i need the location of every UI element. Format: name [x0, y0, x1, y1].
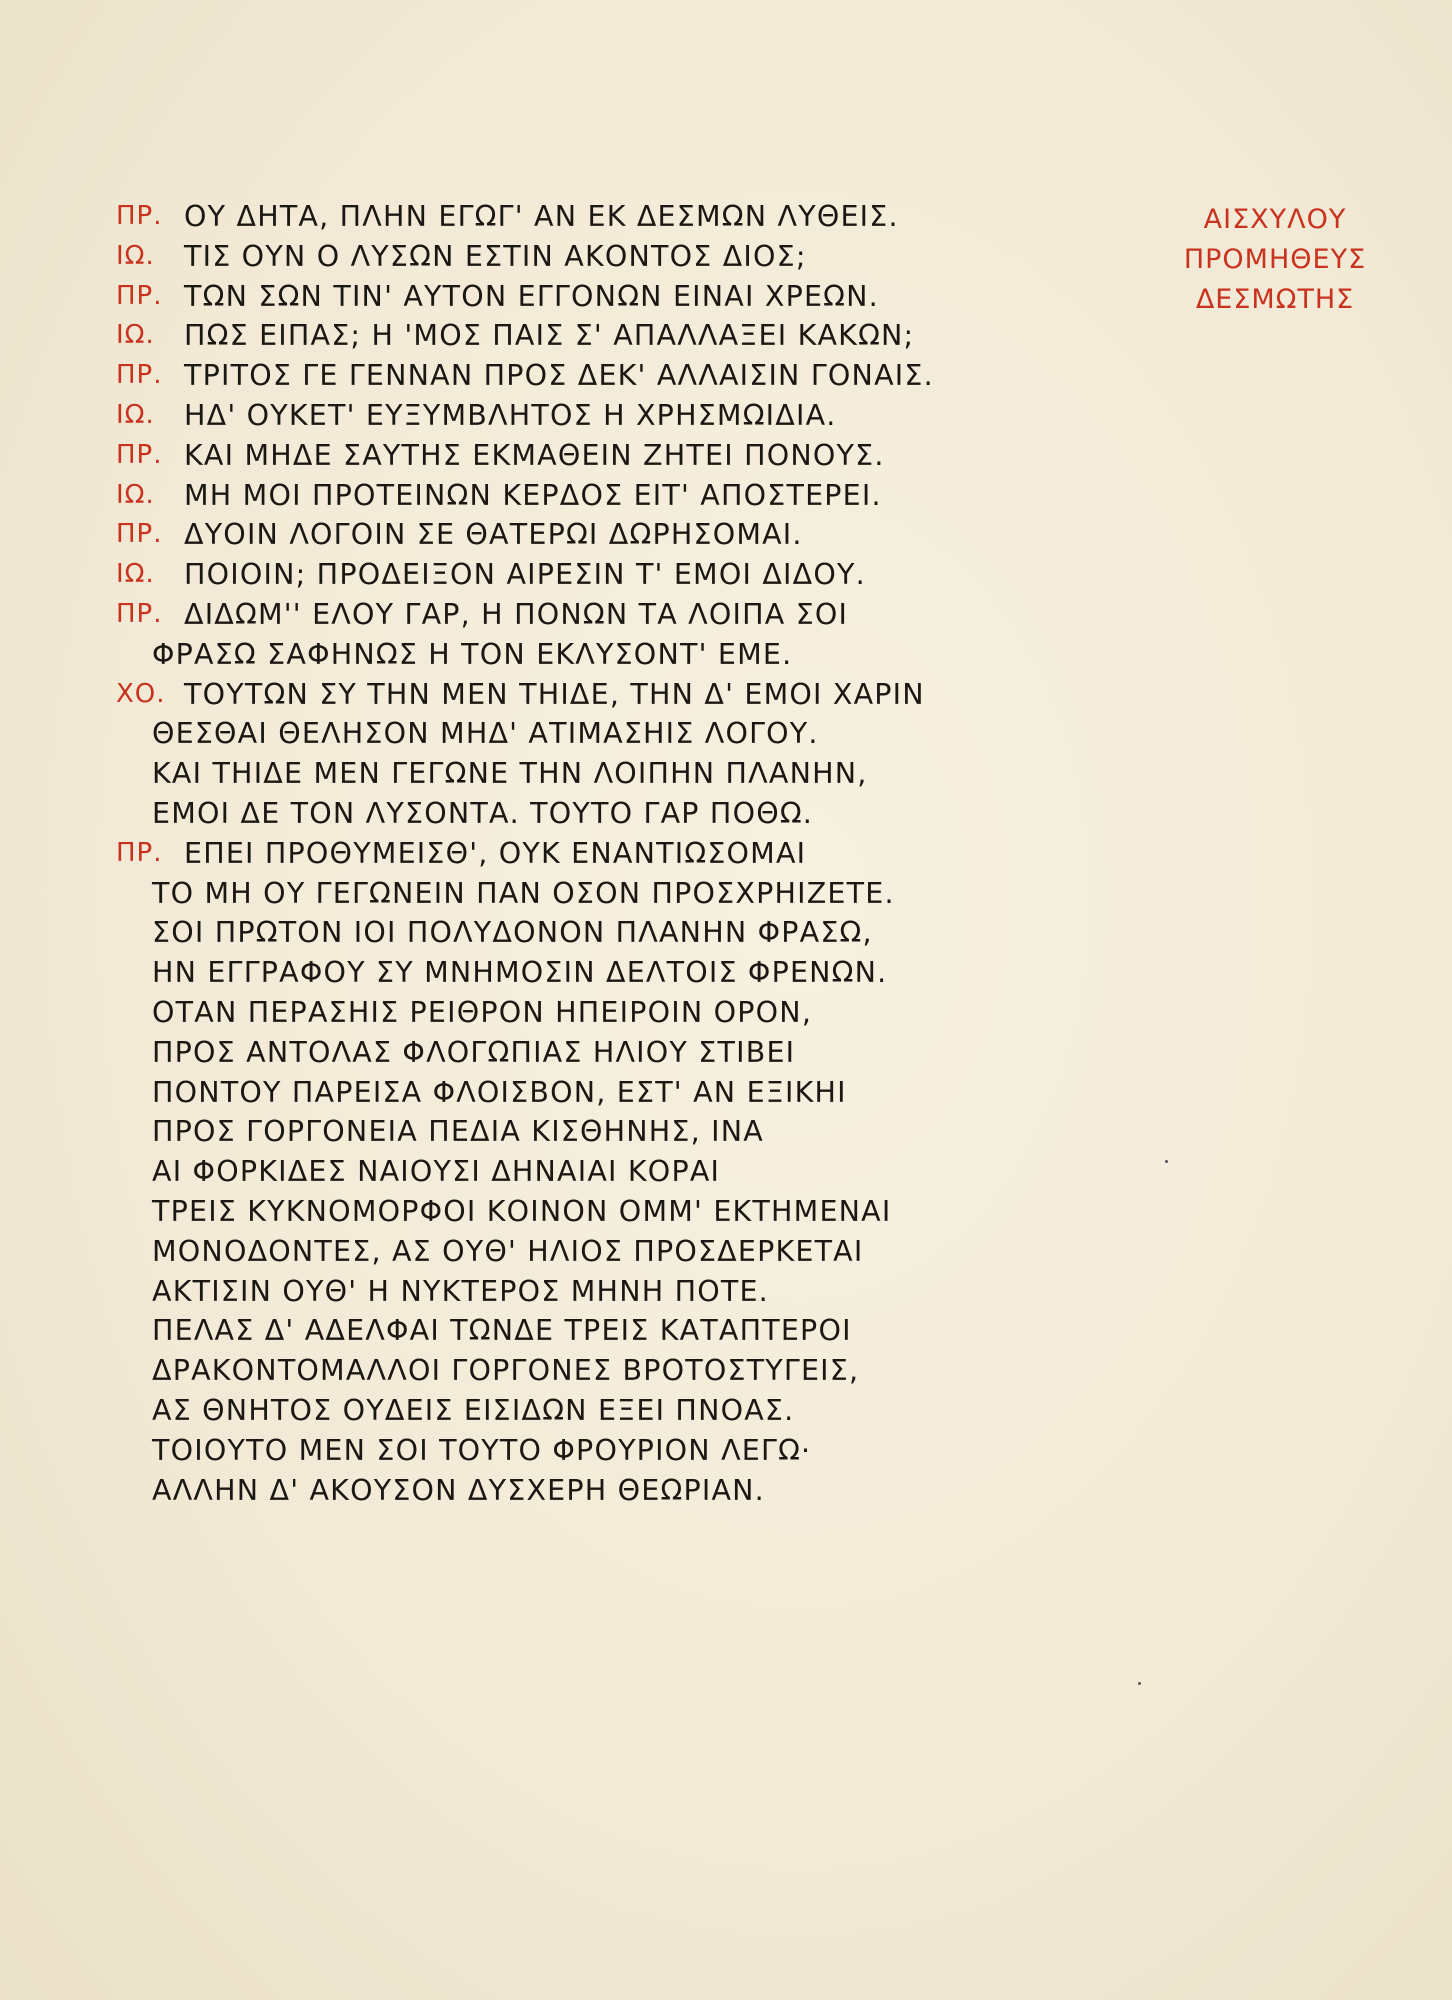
title-subtitle: ΔΕΣΜΩΤΗΣ — [1195, 284, 1355, 315]
verse-text: ΚΑΙ ΤΗΙΔΕ ΜΕΝ ΓΕΓΩΝΕ ΤΗΝ ΛΟΙΠΗΝ ΠΛΑΝΗΝ, — [152, 757, 868, 791]
verse-text: ΠΩΣ ΕΙΠΑΣ; Η 'ΜΟΣ ΠΑΙΣ Σ' ΑΠΑΛΛΑΞΕΙ ΚΑΚΩΝ; — [184, 319, 915, 353]
verse-line — [116, 913, 1116, 953]
verse-text: ΑΙ ΦΟΡΚΙΔΕΣ ΝΑΙΟΥΣΙ ΔΗΝΑΙΑΙ ΚΟΡΑΙ — [152, 1155, 721, 1189]
verse-text: ΤΡΕΙΣ ΚΥΚΝΟΜΟΡΦΟΙ ΚΟΙΝΟΝ ΟΜΜ' ΕΚΤΗΜΕΝΑΙ — [152, 1194, 892, 1228]
verse-text: ΦΡΑΣΩ ΣΑΦΗΝΩΣ Η ΤΟΝ ΕΚΛΥΣΟΝΤ' ΕΜΕ. — [152, 637, 793, 671]
verse-line — [116, 635, 1116, 675]
verse-line — [116, 1391, 1116, 1431]
verse-text: ΑΚΤΙΣΙΝ ΟΥΘ' Η ΝΥΚΤΕΡΟΣ ΜΗΝΗ ΠΟΤΕ. — [152, 1274, 769, 1308]
speaker-label: ΠΡ. — [116, 519, 163, 550]
verse-line — [116, 237, 1116, 277]
verse-text: ΤΙΣ ΟΥΝ Ο ΛΥΣΩΝ ΕΣΤΙΝ ΑΚΟΝΤΟΣ ΔΙΟΣ; — [184, 239, 807, 273]
speaker-label: ΠΡ. — [116, 598, 163, 629]
verse-line — [116, 356, 1116, 396]
verse-text: ΟΤΑΝ ΠΕΡΑΣΗΙΣ ΡΕΙΘΡΟΝ ΗΠΕΙΡΟΙΝ ΟΡΟΝ, — [152, 995, 813, 1029]
verse-line — [116, 1351, 1116, 1391]
verse-text: ΑΛΛΗΝ Δ' ΑΚΟΥΣΟΝ ΔΥΣΧΕΡΗ ΘΕΩΡΙΑΝ. — [152, 1473, 765, 1507]
verse-line — [116, 714, 1116, 754]
speaker-label: ΙΩ. — [116, 240, 155, 271]
verse-text: ΠΕΛΑΣ Δ' ΑΔΕΛΦΑΙ ΤΩΝΔΕ ΤΡΕΙΣ ΚΑΤΑΠΤΕΡΟΙ — [152, 1314, 852, 1348]
speaker-label: ΧΟ. — [116, 678, 166, 709]
verse-line — [116, 675, 1116, 715]
verse-line — [116, 515, 1116, 555]
verse-line — [116, 1232, 1116, 1272]
verse-text: ΔΙΔΩΜ'' ΕΛΟΥ ΓΑΡ, Η ΠΟΝΩΝ ΤΑ ΛΟΙΠΑ ΣΟΙ — [184, 597, 849, 631]
verse-line — [116, 1112, 1116, 1152]
verse-line — [116, 993, 1116, 1033]
speaker-label: ΙΩ. — [116, 399, 155, 430]
verse-line — [116, 555, 1116, 595]
verse-text: ΗΝ ΕΓΓΡΑΦΟΥ ΣΥ ΜΝΗΜΟΣΙΝ ΔΕΛΤΟΙΣ ΦΡΕΝΩΝ. — [152, 956, 888, 990]
verse-text: ΤΟΙΟΥΤΟ ΜΕΝ ΣΟΙ ΤΟΥΤΟ ΦΡΟΥΡΙΟΝ ΛΕΓΩ· — [152, 1433, 812, 1467]
speaker-label: ΙΩ. — [116, 320, 155, 351]
verse-line — [116, 754, 1116, 794]
verse-line — [116, 436, 1116, 476]
verse-line — [116, 1311, 1116, 1351]
verse-text: ΤΟΥΤΩΝ ΣΥ ΤΗΝ ΜΕΝ ΤΗΙΔΕ, ΤΗΝ Δ' ΕΜΟΙ ΧΑΡΙΝ — [184, 677, 925, 711]
verse-text: ΚΑΙ ΜΗΔΕ ΣΑΥΤΗΣ ΕΚΜΑΘΕΙΝ ΖΗΤΕΙ ΠΟΝΟΥΣ. — [184, 438, 885, 472]
verse-text: ΜΗ ΜΟΙ ΠΡΟΤΕΙΝΩΝ ΚΕΡΔΟΣ ΕΙΤ' ΑΠΟΣΤΕΡΕΙ. — [184, 478, 882, 512]
speaker-label: ΠΡ. — [116, 837, 163, 868]
verse-line — [116, 1272, 1116, 1312]
verse-text: ΔΥΟΙΝ ΛΟΓΟΙΝ ΣΕ ΘΑΤΕΡΩΙ ΔΩΡΗΣΟΜΑΙ. — [184, 518, 803, 552]
title-block — [1150, 200, 1400, 320]
verse-text: ΗΔ' ΟΥΚΕΤ' ΕΥΞΥΜΒΛΗΤΟΣ Η ΧΡΗΣΜΩΙΔΙΑ. — [184, 398, 837, 432]
verse-text: ΠΟΝΤΟΥ ΠΑΡΕΙΣΑ ΦΛΟΙΣΒΟΝ, ΕΣΤ' ΑΝ ΕΞΙΚΗΙ — [152, 1075, 847, 1109]
verse-line — [116, 834, 1116, 874]
verse-line — [116, 1073, 1116, 1113]
verse-text: ΠΡΟΣ ΑΝΤΟΛΑΣ ΦΛΟΓΩΠΙΑΣ ΗΛΙΟΥ ΣΤΙΒΕΙ — [152, 1035, 796, 1069]
speck-mark — [1138, 1682, 1141, 1685]
speaker-label: ΠΡ. — [116, 280, 163, 311]
verse-line — [116, 277, 1116, 317]
verse-line — [116, 1152, 1116, 1192]
verse-text: ΤΡΙΤΟΣ ΓΕ ΓΕΝΝΑΝ ΠΡΟΣ ΔΕΚ' ΑΛΛΑΙΣΙΝ ΓΟΝΑΙΣ. — [184, 359, 934, 393]
speaker-label: ΙΩ. — [116, 479, 155, 510]
speaker-label: ΠΡ. — [116, 201, 163, 231]
verse-line — [116, 1431, 1116, 1471]
title-author: ΑΙΣΧΥΛΟΥ — [1203, 204, 1347, 235]
verse-line — [116, 476, 1116, 516]
verse-line — [116, 396, 1116, 436]
verse-line — [116, 874, 1116, 914]
verse-text: ΕΠΕΙ ΠΡΟΘΥΜΕΙΣΘ', ΟΥΚ ΕΝΑΝΤΙΩΣΟΜΑΙ — [184, 836, 807, 870]
verse-text: ΤΟ ΜΗ ΟΥ ΓΕΓΩΝΕΙΝ ΠΑΝ ΟΣΟΝ ΠΡΟΣΧΡΗΙΖΕΤΕ. — [152, 876, 895, 910]
verse-line — [116, 1471, 1116, 1511]
verse-line — [116, 953, 1116, 993]
verse-line — [116, 595, 1116, 635]
verse-block — [116, 197, 1116, 1510]
speaker-label: ΙΩ. — [116, 559, 155, 590]
verse-text: ΕΜΟΙ ΔΕ ΤΟΝ ΛΥΣΟΝΤΑ. ΤΟΥΤΟ ΓΑΡ ΠΟΘΩ. — [152, 796, 814, 830]
speaker-label: ΠΡ. — [116, 360, 163, 391]
verse-text: ΔΡΑΚΟΝΤΟΜΑΛΛΟΙ ΓΟΡΓΟΝΕΣ ΒΡΟΤΟΣΤΥΓΕΙΣ, — [152, 1354, 860, 1388]
speck-mark — [1165, 1160, 1168, 1163]
verse-text: ΑΣ ΘΝΗΤΟΣ ΟΥΔΕΙΣ ΕΙΣΙΔΩΝ ΕΞΕΙ ΠΝΟΑΣ. — [152, 1393, 795, 1427]
verse-text: ΘΕΣΘΑΙ ΘΕΛΗΣΟΝ ΜΗΔ' ΑΤΙΜΑΣΗΙΣ ΛΟΓΟΥ. — [152, 717, 819, 751]
verse-text: ΤΩΝ ΣΩΝ ΤΙΝ' ΑΥΤΟΝ ΕΓΓΟΝΩΝ ΕΙΝΑΙ ΧΡΕΩΝ. — [184, 279, 879, 313]
verse-line — [116, 1033, 1116, 1073]
title-work: ΠΡΟΜΗΘΕΥΣ — [1183, 244, 1367, 275]
speaker-label: ΠΡ. — [116, 439, 163, 470]
verse-text: ΟΥ ΔΗΤΑ, ΠΛΗΝ ΕΓΩΓ' ΑΝ ΕΚ ΔΕΣΜΩΝ ΛΥΘΕΙΣ. — [184, 200, 899, 233]
verse-line — [116, 316, 1116, 356]
verse-text: ΠΟΙΟΙΝ; ΠΡΟΔΕΙΞΟΝ ΑΙΡΕΣΙΝ Τ' ΕΜΟΙ ΔΙΔΟΥ. — [184, 558, 866, 592]
verse-line — [116, 197, 1116, 237]
verse-text: ΠΡΟΣ ΓΟΡΓΟΝΕΙΑ ΠΕΔΙΑ ΚΙΣΘΗΝΗΣ, ΙΝΑ — [152, 1115, 764, 1149]
verse-line — [116, 1192, 1116, 1232]
verse-text: ΣΟΙ ΠΡΩΤΟΝ ΙΟΙ ΠΟΛΥΔΟΝΟΝ ΠΛΑΝΗΝ ΦΡΑΣΩ, — [152, 916, 873, 950]
verse-line — [116, 794, 1116, 834]
verse-text: ΜΟΝΟΔΟΝΤΕΣ, ΑΣ ΟΥΘ' ΗΛΙΟΣ ΠΡΟΣΔΕΡΚΕΤΑΙ — [152, 1234, 864, 1268]
